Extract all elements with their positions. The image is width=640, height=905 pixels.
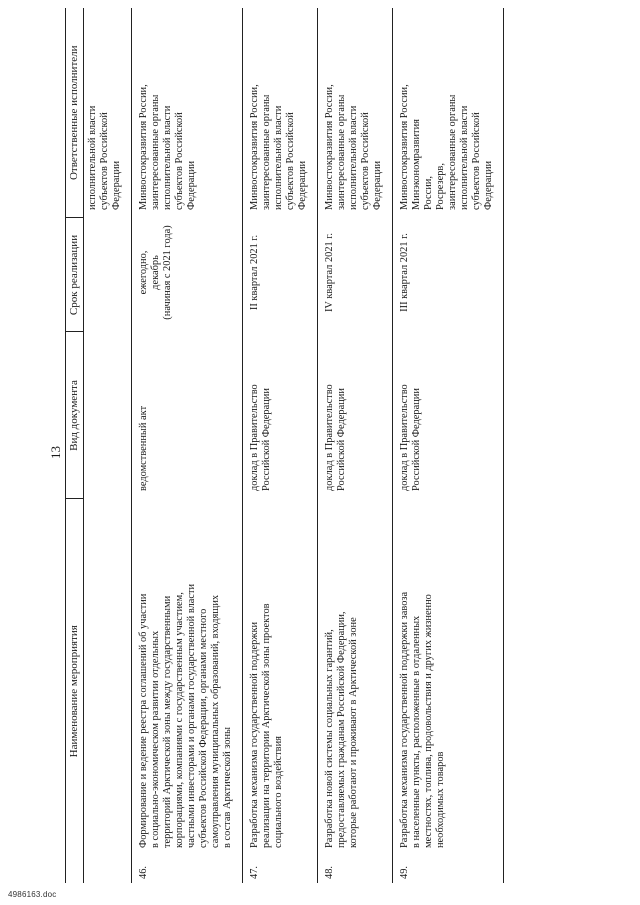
table-row-46	[132, 8, 243, 883]
deadline-cell	[243, 218, 318, 332]
measure-name-cell	[84, 499, 132, 856]
measure-name-line: Формирование и ведение реестра соглашений об участии	[138, 593, 149, 848]
responsible-line: исполнительной власти	[348, 105, 359, 210]
measure-name-line: необходимых товаров	[435, 751, 446, 848]
document-type-line: Российской Федерации	[336, 388, 347, 491]
measure-name-line: Разработка механизма государственной поддержки завоза	[399, 591, 410, 848]
deadline-line: ежегодно,	[138, 250, 149, 295]
measure-name-line: корпорациями, компаниями с государственным участием,	[174, 592, 185, 848]
table-header	[66, 8, 84, 883]
deadline-cell	[132, 218, 243, 332]
measure-name-cell	[318, 499, 393, 856]
measure-name-cell	[243, 499, 318, 856]
responsible-line: субъектов Российской	[99, 112, 110, 210]
document-type-cell	[243, 332, 318, 499]
responsible-line: заинтересованные органы	[336, 94, 347, 210]
measure-name-cell	[393, 499, 504, 856]
deadline-line: декабрь	[150, 255, 161, 290]
measure-name-line: местностях, топлива, продовольствия и других жизненно	[423, 594, 434, 848]
responsible-line: Минэкономразвития	[411, 119, 422, 210]
responsible-cell	[393, 8, 504, 218]
responsible-cell	[132, 8, 243, 218]
responsible-line: Росрезерв,	[435, 163, 446, 210]
column-header-name: Наименование мероприятия	[66, 499, 84, 883]
measure-name-line: реализации на территории Арктической зоны проектов	[261, 603, 272, 848]
responsible-cell	[318, 8, 393, 218]
responsible-line: субъектов Российской	[174, 112, 185, 210]
responsible-line: Минвостокразвития России,	[138, 84, 149, 210]
responsible-line: субъектов Российской	[360, 112, 371, 210]
measure-name-line: самоуправления муниципальных образований, входящих	[210, 594, 221, 848]
document-type-line: доклад в Правительство	[249, 384, 260, 491]
measure-name-line: которые работают и проживают в Арктической зоне	[348, 617, 359, 848]
document-type-line: доклад в Правительство	[324, 384, 335, 491]
responsible-line: исполнительной власти	[87, 105, 98, 210]
measure-name-line: предоставляемых гражданам Российской Федерации,	[336, 611, 347, 848]
measure-name-line: Разработка новой системы социальных гарантий,	[324, 629, 335, 848]
responsible-line: Федерации	[297, 160, 308, 210]
document-type-line: Российской Федерации	[261, 388, 272, 491]
responsible-line: Минвостокразвития России,	[399, 84, 410, 210]
document-type-cell	[318, 332, 393, 499]
responsible-line: заинтересованные органы	[261, 94, 272, 210]
table-row-48	[318, 8, 393, 883]
measure-name-line: в состав Арктической зоны	[222, 726, 233, 848]
row-number: 47.	[243, 856, 318, 883]
row-number: 49.	[393, 856, 504, 883]
measure-name-line: в населенные пункты, расположенные в отдаленных	[411, 615, 422, 848]
deadline-cell	[393, 218, 504, 332]
measure-name-line: социального воздействия	[273, 736, 284, 848]
deadline-line: II квартал 2021 г.	[249, 234, 260, 311]
responsible-line: Минвостокразвития России,	[249, 84, 260, 210]
responsible-cell	[84, 8, 132, 218]
responsible-line: Федерации	[372, 160, 383, 210]
table-row-continuation	[84, 8, 132, 883]
measure-name-line: субъектов Российской Федерации, органами местного	[198, 608, 209, 848]
document-type-cell	[393, 332, 504, 499]
responsible-line: заинтересованные органы	[150, 94, 161, 210]
responsible-line: Федерации	[186, 160, 197, 210]
deadline-line: III квартал 2021 г.	[399, 233, 410, 312]
document-type-line: доклад в Правительство	[399, 384, 410, 491]
page-number: 13	[48, 446, 63, 459]
deadline-line: (начиная с 2021 года)	[162, 225, 173, 320]
deadline-cell	[84, 218, 132, 332]
row-number: 48.	[318, 856, 393, 883]
responsible-line: исполнительной власти	[162, 105, 173, 210]
table-row-49	[393, 8, 504, 883]
row-number	[84, 856, 132, 883]
responsible-line: субъектов Российской	[471, 112, 482, 210]
measures-table	[65, 8, 504, 883]
responsible-line: Федерации	[483, 160, 494, 210]
measure-name-line: в социально-экономическом развитии отдельных	[150, 630, 161, 848]
measure-name-cell	[132, 499, 243, 856]
responsible-line: России,	[423, 176, 434, 210]
deadline-cell	[318, 218, 393, 332]
responsible-line: исполнительной власти	[273, 105, 284, 210]
document-type-cell	[84, 332, 132, 499]
file-reference: 4986163.doc	[8, 890, 57, 899]
deadline-line: IV квартал 2021 г.	[324, 232, 335, 313]
table-row-47	[243, 8, 318, 883]
responsible-line: исполнительной власти	[459, 105, 470, 210]
responsible-line: Федерации	[111, 160, 122, 210]
responsible-cell	[243, 8, 318, 218]
measure-name-line: Разработка механизма государственной поддержки	[249, 621, 260, 848]
responsible-line: субъектов Российской	[285, 112, 296, 210]
document-type-line: ведомственный акт	[138, 405, 149, 491]
document-type-line: Российской Федерации	[411, 388, 422, 491]
document-type-cell	[132, 332, 243, 499]
table-body	[84, 8, 504, 883]
responsible-line: Минвостокразвития России,	[324, 84, 335, 210]
column-header-deadline: Срок реализации	[66, 218, 84, 332]
row-number: 46.	[132, 856, 243, 883]
column-header-responsible: Ответственные исполнители	[66, 8, 84, 218]
measure-name-line: территорий Арктической зоны между государственными	[162, 595, 173, 848]
column-header-document: Вид документа	[66, 332, 84, 499]
measure-name-line: частными инвесторами и органами государственной власти	[186, 583, 197, 848]
responsible-line: заинтересованные органы	[447, 94, 458, 210]
